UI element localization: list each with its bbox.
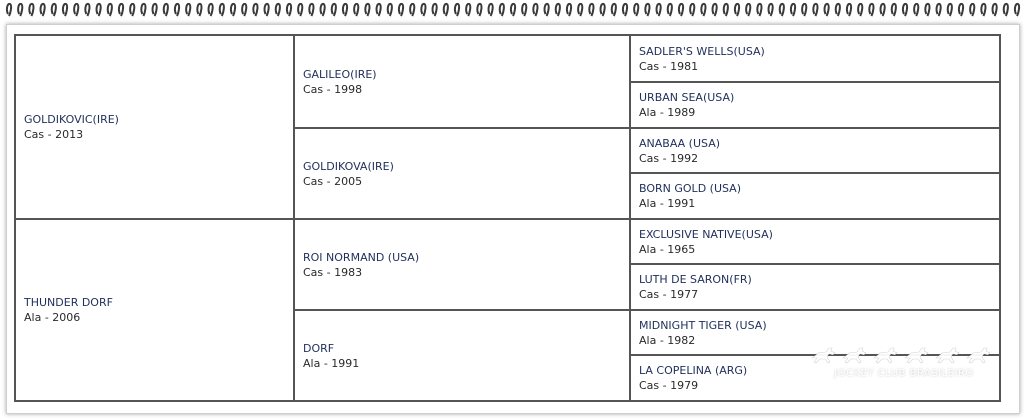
horse-name[interactable]: THUNDER DORF xyxy=(24,296,113,309)
spiral-ring xyxy=(74,4,78,16)
spiral-ring xyxy=(836,4,840,16)
spiral-ring xyxy=(410,4,414,16)
spiral-ring xyxy=(377,4,381,16)
spiral-ring xyxy=(757,4,761,16)
spiral-ring xyxy=(455,4,459,16)
spiral-ring xyxy=(388,4,392,16)
horse-sex-year: Cas - 2013 xyxy=(24,128,84,141)
spiral-ring xyxy=(511,4,515,16)
horse-silhouette xyxy=(874,348,897,363)
spiral-ring xyxy=(141,4,145,16)
spiral-ring xyxy=(612,4,616,16)
pedigree-cell-dam xyxy=(16,220,293,400)
spiral-ring xyxy=(287,4,291,16)
spiral-ring xyxy=(153,4,157,16)
spiral-ring xyxy=(421,4,425,16)
spiral-ring xyxy=(791,4,795,16)
spiral-ring xyxy=(231,4,235,16)
spiral-ring xyxy=(713,4,717,16)
horse-sex-year: Ala - 1965 xyxy=(639,242,696,256)
horse-sex-year: Ala - 2006 xyxy=(24,311,81,324)
spiral-ring xyxy=(533,4,537,16)
horse-sex-year: Cas - 1977 xyxy=(639,288,699,301)
spiral-ring xyxy=(399,4,403,16)
spiral-ring xyxy=(477,4,481,16)
spiral-ring xyxy=(948,4,952,16)
spiral-ring xyxy=(365,4,369,16)
spiral-ring xyxy=(1015,4,1019,16)
spiral-ring xyxy=(623,4,627,16)
spiral-ring xyxy=(186,4,190,16)
horse-silhouette xyxy=(905,348,928,363)
watermark-text: JOCKEY CLUB BRASILEIRO xyxy=(834,368,974,379)
spiral-ring xyxy=(108,4,112,16)
horse-silhouette xyxy=(812,348,835,363)
horse-sex-year: Ala - 1991 xyxy=(303,356,360,370)
horse-name[interactable]: ROI NORMAND (USA) xyxy=(303,250,420,264)
spiral-ring xyxy=(489,4,493,16)
horse-name[interactable]: DORF xyxy=(303,341,335,355)
spiral-ring xyxy=(309,4,313,16)
spiral-ring xyxy=(276,4,280,16)
spiral-ring xyxy=(847,4,851,16)
horse-sex-year: Cas - 1998 xyxy=(303,82,363,96)
spiral-ring xyxy=(41,4,45,16)
spiral-ring xyxy=(925,4,929,16)
pedigree-cell-gen3 xyxy=(631,174,1001,218)
spiral-ring xyxy=(701,4,705,16)
pedigree-cell-gen3 xyxy=(631,220,1001,263)
spiral-ring xyxy=(556,4,560,16)
spiral-ring xyxy=(813,4,817,16)
spiral-ring xyxy=(690,4,694,16)
horse-name[interactable]: GOLDIKOVA(IRE) xyxy=(303,159,394,173)
spiral-ring xyxy=(242,4,246,16)
spiral-ring xyxy=(253,4,257,16)
spiral-ring xyxy=(858,4,862,16)
spiral-ring xyxy=(63,4,67,16)
horse-name[interactable]: URBAN SEA(USA) xyxy=(639,91,735,104)
pedigree-cell-gen3 xyxy=(631,36,1001,81)
spiral-ring xyxy=(981,4,985,16)
spiral-ring xyxy=(466,4,470,16)
spiral-ring xyxy=(522,4,526,16)
spiral-ring xyxy=(130,4,134,16)
spiral-ring xyxy=(657,4,661,16)
spiral-ring xyxy=(119,4,123,16)
spiral-ring xyxy=(298,4,302,16)
spiral-ring xyxy=(164,4,168,16)
spiral-ring xyxy=(735,4,739,16)
racing-horses-icon xyxy=(806,340,1002,368)
spiral-ring xyxy=(343,4,347,16)
horse-name[interactable]: LUTH DE SARON(FR) xyxy=(639,273,752,286)
spiral-ring xyxy=(500,4,504,16)
spiral-ring xyxy=(724,4,728,16)
spiral-ring xyxy=(780,4,784,16)
spiral-ring xyxy=(265,4,269,16)
spiral-ring xyxy=(321,4,325,16)
spiral-ring xyxy=(29,4,33,16)
spiral-ring xyxy=(354,4,358,16)
spiral-ring xyxy=(892,4,896,16)
spiral-ring xyxy=(869,4,873,16)
spiral-ring xyxy=(668,4,672,16)
spiral-ring xyxy=(85,4,89,16)
spiral-ring xyxy=(802,4,806,16)
spiral-ring xyxy=(444,4,448,16)
horse-name[interactable]: MIDNIGHT TIGER (USA) xyxy=(639,318,767,332)
horse-silhouette xyxy=(843,348,866,363)
spiral-ring xyxy=(332,4,336,16)
jockey-club-watermark xyxy=(806,340,1002,386)
spiral-ring xyxy=(197,4,201,16)
spiral-ring xyxy=(970,4,974,16)
spiral-binding-decoration xyxy=(0,0,1024,22)
spiral-ring xyxy=(209,4,213,16)
pedigree-cell-sire xyxy=(16,36,293,218)
horse-silhouette xyxy=(936,348,959,363)
pedigree-cell-dam-dam xyxy=(295,311,629,400)
pedigree-cell-dam-sire xyxy=(295,220,629,309)
horse-name[interactable]: LA COPELINA (ARG) xyxy=(639,364,748,377)
spiral-ring xyxy=(601,4,605,16)
horse-silhouette xyxy=(967,348,990,363)
spiral-ring xyxy=(937,4,941,16)
horse-name[interactable]: GOLDIKOVIC(IRE) xyxy=(24,113,119,126)
spiral-ring xyxy=(578,4,582,16)
horse-sex-year: Ala - 1991 xyxy=(639,197,696,210)
horse-sex-year: Ala - 1989 xyxy=(639,106,696,119)
spiral-ring xyxy=(914,4,918,16)
spiral-ring xyxy=(589,4,593,16)
spiral-ring xyxy=(634,4,638,16)
spiral-ring xyxy=(433,4,437,16)
horse-name[interactable]: ANABAA (USA) xyxy=(639,136,721,150)
spiral-ring xyxy=(220,4,224,16)
spiral-ring xyxy=(545,4,549,16)
spiral-ring xyxy=(97,4,101,16)
spiral-ring xyxy=(7,4,11,16)
horse-sex-year: Ala - 1982 xyxy=(639,333,696,347)
horse-sex-year: Cas - 1983 xyxy=(303,265,363,279)
horse-sex-year: Cas - 1979 xyxy=(639,379,699,392)
pedigree-cell-gen3 xyxy=(631,129,1001,172)
spiral-ring xyxy=(1004,4,1008,16)
spiral-ring xyxy=(567,4,571,16)
spiral-ring xyxy=(903,4,907,16)
pedigree-cell-sire-sire xyxy=(295,36,629,127)
spiral-ring xyxy=(679,4,683,16)
horse-sex-year: Cas - 1992 xyxy=(639,151,699,165)
horse-name[interactable]: BORN GOLD (USA) xyxy=(639,182,742,195)
horse-name[interactable]: GALILEO(IRE) xyxy=(303,67,377,81)
spiral-ring xyxy=(959,4,963,16)
horse-sex-year: Cas - 1981 xyxy=(639,59,699,73)
spiral-ring xyxy=(18,4,22,16)
horse-name[interactable]: EXCLUSIVE NATIVE(USA) xyxy=(639,227,773,241)
spiral-ring xyxy=(52,4,56,16)
spiral-ring xyxy=(175,4,179,16)
pedigree-cell-sire-dam xyxy=(295,129,629,218)
spiral-ring xyxy=(769,4,773,16)
spiral-ring xyxy=(881,4,885,16)
spiral-ring xyxy=(645,4,649,16)
spiral-ring xyxy=(746,4,750,16)
spiral-ring xyxy=(825,4,829,16)
pedigree-cell-gen3 xyxy=(631,265,1001,309)
horse-sex-year: Cas - 2005 xyxy=(303,174,363,188)
pedigree-cell-gen3 xyxy=(631,83,1001,127)
spiral-ring xyxy=(993,4,997,16)
horse-name[interactable]: SADLER'S WELLS(USA) xyxy=(639,44,765,58)
